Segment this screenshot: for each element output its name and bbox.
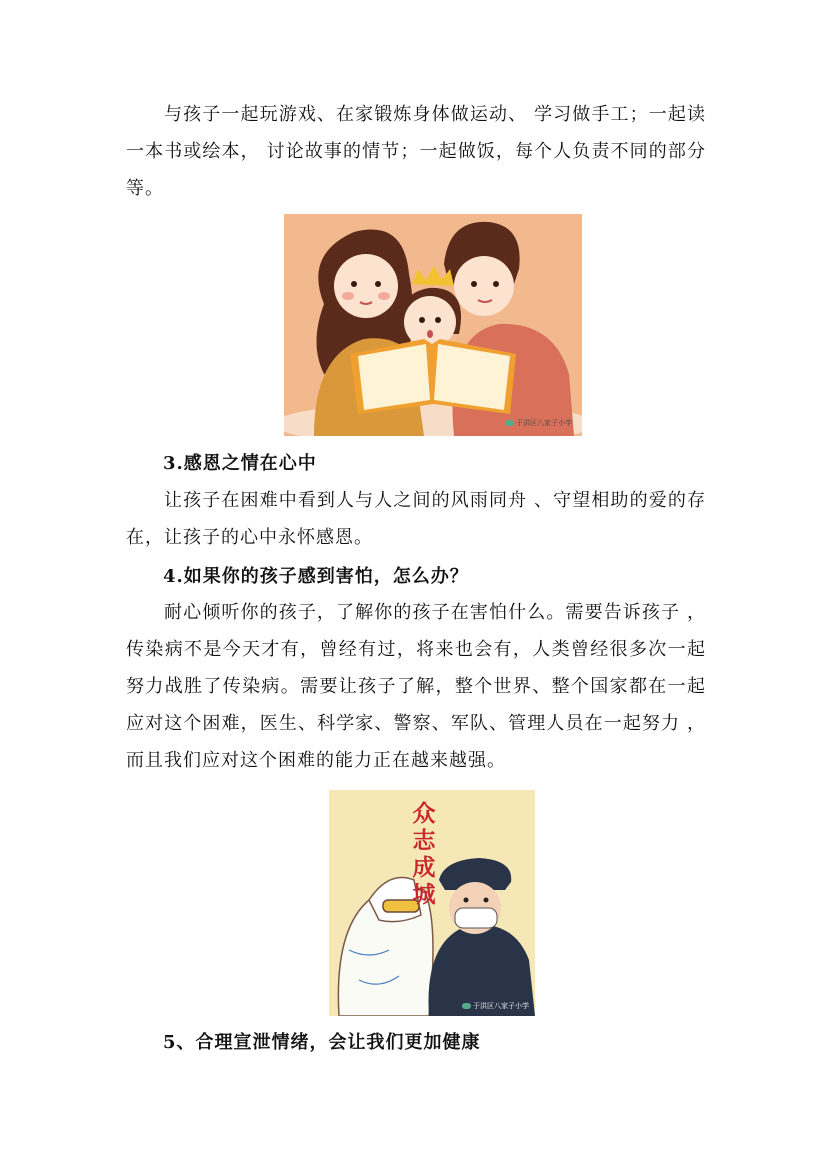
wechat-icon	[462, 1003, 471, 1009]
paragraph-child-fear: 耐心倾听你的孩子，了解你的孩子在害怕什么。需要告诉孩子 ，传染病不是今天才有，曾经有过，将来也会有，人类曾经很多次一起努力战胜了传染病。需要让孩子了解，整个世界、整个国家都在一起应对这个困难，医生、科学家、警察、军队、管理人员在一起努力 ，而且我们应对这个困难的能力正在越来越强。	[126, 602, 706, 771]
poster-watermark: 于洪区八家子小学	[462, 1001, 529, 1011]
family-reading-illustration	[284, 214, 582, 436]
paragraph-family-activities: 与孩子一起玩游戏、在家锻炼身体做运动、 学习做手工；一起读一本书或绘本， 讨论故事的情节；一起做饭，每个人负责不同的部分等。	[126, 104, 706, 199]
heading-gratitude: 3.感恩之情在心中	[163, 453, 317, 474]
heading-child-fear: 4.如果你的孩子感到害怕，怎么办？	[163, 566, 469, 587]
poster-title: 众志成城	[412, 800, 436, 908]
wechat-icon	[505, 420, 514, 426]
image-watermark: 于洪区八家子小学	[505, 418, 572, 428]
solidarity-poster	[329, 790, 535, 1016]
family-reading-drawing	[284, 214, 582, 436]
paragraph-gratitude: 让孩子在困难中看到人与人之间的风雨同舟 、守望相助的爱的存在，让孩子的心中永怀感恩。	[126, 490, 706, 548]
heading-release-emotions: 5、合理宣泄情绪，会让我们更加健康	[163, 1032, 481, 1053]
